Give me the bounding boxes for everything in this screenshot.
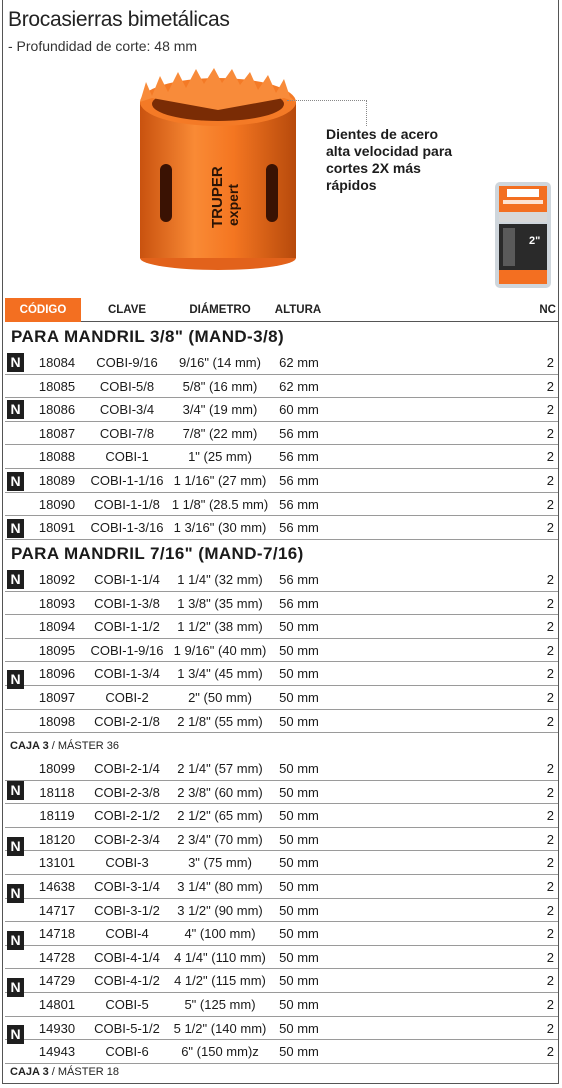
cell-nc: 2 <box>546 378 554 394</box>
cell-altura: 50 mm <box>279 1044 319 1060</box>
table-row <box>5 922 558 946</box>
table-row <box>5 469 558 493</box>
brand-logo-expert: expert <box>225 183 241 226</box>
table-row <box>5 946 558 970</box>
cell-diametro: 1 9/16" (40 mm) <box>173 642 267 658</box>
cell-diametro: 1 3/16" (30 mm) <box>173 520 267 536</box>
cell-clave: COBI-3 <box>105 855 149 871</box>
cell-clave: COBI-5-1/2 <box>94 1020 160 1036</box>
cell-codigo: 18119 <box>39 808 75 824</box>
cell-codigo: 18093 <box>38 595 76 611</box>
cell-codigo: 14943 <box>38 1044 76 1060</box>
cell-clave: COBI-2-1/8 <box>94 713 160 729</box>
cell-altura: 56 mm <box>279 496 319 512</box>
cell-clave: COBI-4 <box>105 926 149 942</box>
table-row <box>5 422 558 446</box>
cell-diametro: 5/8" (16 mm) <box>182 378 258 394</box>
cell-diametro: 4 1/4" (110 mm) <box>174 949 266 965</box>
brand-logo-truper: TRUPER <box>209 166 226 228</box>
cell-nc: 2 <box>546 449 554 465</box>
cell-diametro: 1 3/8" (35 mm) <box>177 595 263 611</box>
cell-codigo: 18092 <box>38 572 76 587</box>
cell-clave: COBI-2-3/8 <box>94 784 160 800</box>
cell-clave: COBI-3/4 <box>99 402 155 418</box>
cell-codigo: 14728 <box>38 949 76 965</box>
cell-nc: 2 <box>546 619 554 635</box>
cell-codigo: 14801 <box>38 997 76 1012</box>
cell-altura: 56 mm <box>279 520 319 536</box>
cell-altura: 56 mm <box>279 572 319 587</box>
table-header <box>5 298 558 322</box>
master-label: / MÁSTER 36 <box>48 740 120 752</box>
packaging-image <box>493 180 553 290</box>
cell-diametro: 1 1/2" (38 mm) <box>177 619 263 635</box>
cell-nc: 2 <box>546 902 554 918</box>
table-row <box>5 1017 558 1041</box>
cell-altura: 50 mm <box>279 973 319 989</box>
caja-label: CAJA 3 <box>10 1066 49 1078</box>
cell-altura: 50 mm <box>279 666 319 682</box>
cell-nc: 2 <box>546 831 554 847</box>
new-badge: N <box>7 400 24 419</box>
cell-codigo: 18095 <box>38 642 76 658</box>
new-badge: N <box>7 978 24 997</box>
master-label: / MÁSTER 18 <box>48 1066 120 1078</box>
table-row <box>5 899 558 923</box>
cell-clave: COBI-1-9/16 <box>90 642 164 658</box>
cell-diametro: 3" (75 mm) <box>188 855 252 871</box>
cell-altura: 56 mm <box>279 595 319 611</box>
table-row <box>5 615 558 639</box>
table-row <box>5 351 558 375</box>
cell-altura: 50 mm <box>279 761 319 776</box>
cell-codigo: 14638 <box>38 879 76 894</box>
cell-codigo: 14930 <box>38 1020 76 1036</box>
cell-diametro: 6" (150 mm)z <box>181 1044 259 1060</box>
cell-nc: 2 <box>546 855 554 871</box>
cell-codigo: 14718 <box>38 926 76 942</box>
cell-nc: 2 <box>546 690 554 705</box>
cell-diametro: 3/4" (19 mm) <box>182 402 258 418</box>
cell-altura: 62 mm <box>279 355 319 370</box>
table-row <box>5 639 558 663</box>
table-row <box>5 493 558 517</box>
table-row <box>5 686 558 710</box>
cell-nc: 2 <box>546 808 554 824</box>
cell-codigo: 18118 <box>39 784 75 800</box>
cell-altura: 50 mm <box>279 690 319 705</box>
cell-codigo: 18085 <box>38 378 76 394</box>
hole-saw-image <box>138 68 298 273</box>
cell-clave: COBI-3-1/4 <box>94 879 160 894</box>
col-header-diametro: DIÁMETRO <box>189 304 251 316</box>
cell-diametro: 2 3/8" (60 mm) <box>177 784 263 800</box>
cell-clave: COBI-5/8 <box>99 378 155 394</box>
cell-altura: 50 mm <box>279 831 319 847</box>
cell-clave: COBI-9/16 <box>96 355 158 370</box>
packaging-note-2 <box>10 1066 119 1078</box>
cell-codigo: 18087 <box>38 425 76 441</box>
cell-nc: 2 <box>546 926 554 942</box>
cell-clave: COBI-1-3/4 <box>94 666 160 682</box>
cell-nc: 2 <box>546 761 554 776</box>
section-title-mandril-3-8: PARA MANDRIL 3/8" (MAND-3/8) <box>11 327 285 346</box>
pack-size-label: 2" <box>529 235 541 247</box>
cell-nc: 2 <box>546 402 554 418</box>
new-badge: N <box>7 837 24 856</box>
cell-diametro: 7/8" (22 mm) <box>182 425 258 441</box>
cell-clave: COBI-1-1/4 <box>94 572 160 587</box>
cell-codigo: 18086 <box>38 402 76 418</box>
cell-codigo: 14717 <box>38 902 76 918</box>
cell-clave: COBI-4-1/4 <box>94 949 160 965</box>
cell-nc: 2 <box>546 1044 554 1060</box>
new-badge: N <box>7 570 24 589</box>
cell-nc: 2 <box>546 973 554 989</box>
cell-clave: COBI-1 <box>105 449 149 465</box>
cell-clave: COBI-2-1/2 <box>94 808 160 824</box>
cell-nc: 2 <box>546 879 554 894</box>
cell-clave: COBI-1-3/8 <box>94 595 160 611</box>
cell-diametro: 2 1/8" (55 mm) <box>177 713 263 729</box>
table-row <box>5 875 558 899</box>
table-row <box>5 828 558 852</box>
cell-nc: 2 <box>546 520 554 536</box>
cell-diametro: 4 1/2" (115 mm) <box>174 973 266 989</box>
cell-diametro: 1 1/16" (27 mm) <box>173 473 267 488</box>
cell-nc: 2 <box>546 997 554 1012</box>
table-row <box>5 851 558 875</box>
table-row <box>5 781 558 805</box>
cell-nc: 2 <box>546 595 554 611</box>
cell-diametro: 2 1/2" (65 mm) <box>177 808 263 824</box>
cell-clave: COBI-4-1/2 <box>94 973 160 989</box>
cell-codigo: 18089 <box>38 473 76 488</box>
cell-codigo: 18090 <box>38 496 76 512</box>
cell-codigo: 18094 <box>38 619 76 635</box>
cell-codigo: 18096 <box>38 666 76 682</box>
cell-altura: 50 mm <box>279 1020 319 1036</box>
cell-clave: COBI-6 <box>105 1044 149 1060</box>
cell-clave: COBI-1-3/16 <box>90 520 164 536</box>
cell-diametro: 1 1/4" (32 mm) <box>177 572 263 587</box>
cell-clave: COBI-1-1/16 <box>90 473 164 488</box>
cell-clave: COBI-2-1/4 <box>94 761 160 776</box>
cell-diametro: 9/16" (14 mm) <box>179 355 261 370</box>
cell-altura: 50 mm <box>279 642 319 658</box>
cell-diametro: 5" (125 mm) <box>184 997 256 1012</box>
cell-diametro: 1 3/4" (45 mm) <box>177 666 263 682</box>
callout-leader-line <box>287 100 367 126</box>
caja-label: CAJA 3 <box>10 740 49 752</box>
table-row <box>5 1040 558 1064</box>
new-badge: N <box>7 519 24 538</box>
cell-diametro: 4" (100 mm) <box>184 926 256 942</box>
cell-codigo: 18097 <box>38 690 76 705</box>
col-header-altura: ALTURA <box>274 304 322 316</box>
cell-altura: 50 mm <box>279 713 319 729</box>
cell-altura: 50 mm <box>279 784 319 800</box>
col-header-codigo: CÓDIGO <box>5 298 81 322</box>
table-row <box>5 710 558 734</box>
cell-clave: COBI-1-1/8 <box>94 496 160 512</box>
cell-clave: COBI-1-1/2 <box>94 619 160 635</box>
cell-codigo: 18098 <box>38 713 76 729</box>
cell-altura: 50 mm <box>279 879 319 894</box>
cell-codigo: 14729 <box>38 973 76 989</box>
cell-nc: 2 <box>546 784 554 800</box>
new-badge: N <box>7 670 24 689</box>
cell-nc: 2 <box>546 473 554 488</box>
cell-altura: 50 mm <box>279 855 319 871</box>
table-row <box>5 398 558 422</box>
cell-clave: COBI-2-3/4 <box>94 831 160 847</box>
page-title: Brocasierras bimetálicas <box>8 8 230 31</box>
page-subtitle: - Profundidad de corte: 48 mm <box>8 38 198 54</box>
table-row <box>5 516 558 540</box>
col-header-clave: CLAVE <box>107 304 147 316</box>
table-row <box>5 662 558 686</box>
cell-codigo: 18099 <box>38 761 76 776</box>
cell-altura: 50 mm <box>279 808 319 824</box>
cell-clave: COBI-2 <box>105 690 149 705</box>
cell-diametro: 2 3/4" (70 mm) <box>177 831 263 847</box>
cell-altura: 50 mm <box>279 926 319 942</box>
new-badge: N <box>7 353 24 372</box>
cell-diametro: 5 1/2" (140 mm) <box>173 1020 267 1036</box>
cell-nc: 2 <box>546 355 554 370</box>
cell-codigo: 18084 <box>38 355 76 370</box>
new-badge: N <box>7 884 24 903</box>
table-row <box>5 804 558 828</box>
cell-diametro: 1" (25 mm) <box>188 449 252 465</box>
cell-diametro: 1 1/8" (28.5 mm) <box>171 496 269 512</box>
cell-diametro: 3 1/2" (90 mm) <box>177 902 263 918</box>
new-badge: N <box>7 1025 24 1044</box>
cell-codigo: 18120 <box>38 831 76 847</box>
cell-codigo: 13101 <box>38 855 76 871</box>
table-row <box>5 993 558 1017</box>
cell-clave: COBI-3-1/2 <box>94 902 160 918</box>
callout-text: Dientes de acero alta velocidad para cortes 2X más rápidos <box>326 126 453 193</box>
cell-nc: 2 <box>546 666 554 682</box>
cell-altura: 56 mm <box>279 473 319 488</box>
cell-altura: 56 mm <box>279 425 319 441</box>
cell-clave: COBI-5 <box>105 997 149 1012</box>
cell-altura: 50 mm <box>279 997 319 1012</box>
table-row <box>5 445 558 469</box>
new-badge: N <box>7 472 24 491</box>
col-header-nc: NC <box>539 304 556 316</box>
table-row <box>5 757 558 781</box>
cell-nc: 2 <box>546 425 554 441</box>
cell-codigo: 18091 <box>38 520 76 536</box>
cell-altura: 50 mm <box>279 619 319 635</box>
cell-nc: 2 <box>546 1020 554 1036</box>
cell-altura: 50 mm <box>279 902 319 918</box>
cell-altura: 50 mm <box>279 949 319 965</box>
cell-altura: 60 mm <box>279 402 319 418</box>
new-badge: N <box>7 781 24 800</box>
cell-diametro: 3 1/4" (80 mm) <box>177 879 263 894</box>
cell-clave: COBI-7/8 <box>99 425 155 441</box>
table-row <box>5 969 558 993</box>
cell-diametro: 2 1/4" (57 mm) <box>177 761 263 776</box>
cell-altura: 56 mm <box>279 449 319 465</box>
cell-codigo: 18088 <box>38 449 76 465</box>
table-row <box>5 592 558 616</box>
new-badge: N <box>7 931 24 950</box>
section-title-mandril-7-16: PARA MANDRIL 7/16" (MAND-7/16) <box>11 544 304 563</box>
cell-nc: 2 <box>546 496 554 512</box>
cell-altura: 62 mm <box>279 378 319 394</box>
cell-nc: 2 <box>546 642 554 658</box>
packaging-note-1 <box>10 740 119 752</box>
table-row <box>5 568 558 592</box>
cell-nc: 2 <box>546 713 554 729</box>
table-row <box>5 375 558 399</box>
cell-nc: 2 <box>546 949 554 965</box>
cell-nc: 2 <box>546 572 554 587</box>
cell-diametro: 2" (50 mm) <box>188 690 252 705</box>
